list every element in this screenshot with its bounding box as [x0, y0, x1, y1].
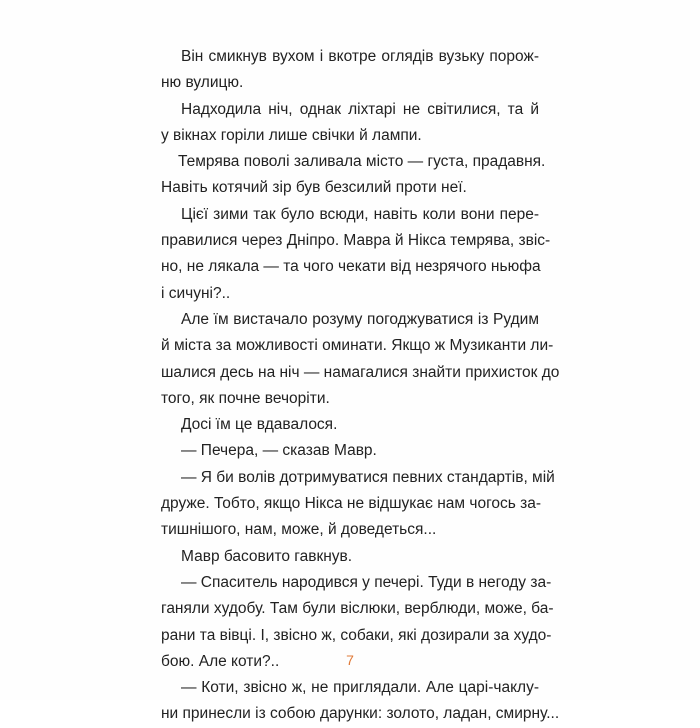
text-line: Цієї зими так було всюди, навіть коли вони пере- — [181, 205, 539, 223]
body-text — [161, 44, 560, 728]
text-line: Темрява поволі заливала місто — густа, прадавня. — [178, 153, 546, 171]
text-line: Надходила ніч, однак ліхтарі не світилися, та й — [181, 100, 539, 118]
page-number: 7 — [346, 652, 354, 668]
text-line: тишнішого, нам, може, й доведеться... — [161, 521, 437, 539]
text-line: у вікнах горіли лише свічки й лампи. — [161, 126, 422, 144]
text-line: друже. Тобто, якщо Нікса не відшукає нам чогось за- — [161, 495, 542, 513]
text-line: — Коти, звісно ж, не приглядали. Але царі-чаклу- — [181, 679, 539, 697]
text-line: того, як почне вечоріти. — [161, 389, 330, 407]
text-line: і сичуні?.. — [161, 284, 231, 302]
text-line: шалися десь на ніч — намагалися знайти прихисток до — [161, 363, 560, 381]
text-line: Досі їм це вдавалося. — [181, 416, 338, 434]
text-line: й міста за можливості оминати. Якщо ж Музиканти ли- — [161, 337, 554, 355]
text-line: ню вулицю. — [161, 74, 244, 92]
text-line: рани та вівці. І, звісно ж, собаки, які дозирали за худо- — [161, 626, 552, 644]
text-line: но, не лякала — та чого чекати від незрячого ньюфа — [161, 258, 541, 276]
text-line: Мавр басовито гавкнув. — [181, 547, 353, 565]
text-line: ганяли худобу. Там були віслюки, верблюди, може, ба- — [161, 600, 554, 618]
text-line: Навіть котячий зір був безсилий проти неї. — [161, 179, 467, 197]
text-line: ни принесли із собою дарунки: золото, ладан, смирну... — [161, 705, 560, 723]
text-line: Але їм вистачало розуму погоджуватися із Рудим — [181, 310, 539, 328]
text-line: — Я би волів дотримуватися певних стандартів, мій — [181, 468, 555, 486]
text-line: — Спаситель народився у печері. Туди в негоду за- — [181, 573, 552, 591]
text-line: правилися через Дніпро. Мавра й Нікса темрява, звіс- — [161, 232, 551, 250]
text-line: — Печера, — сказав Мавр. — [181, 442, 377, 460]
text-line: Він смикнув вухом і вкотре оглядів вузьку порож- — [181, 48, 539, 65]
text-line: бою. Але коти?.. — [161, 652, 280, 670]
